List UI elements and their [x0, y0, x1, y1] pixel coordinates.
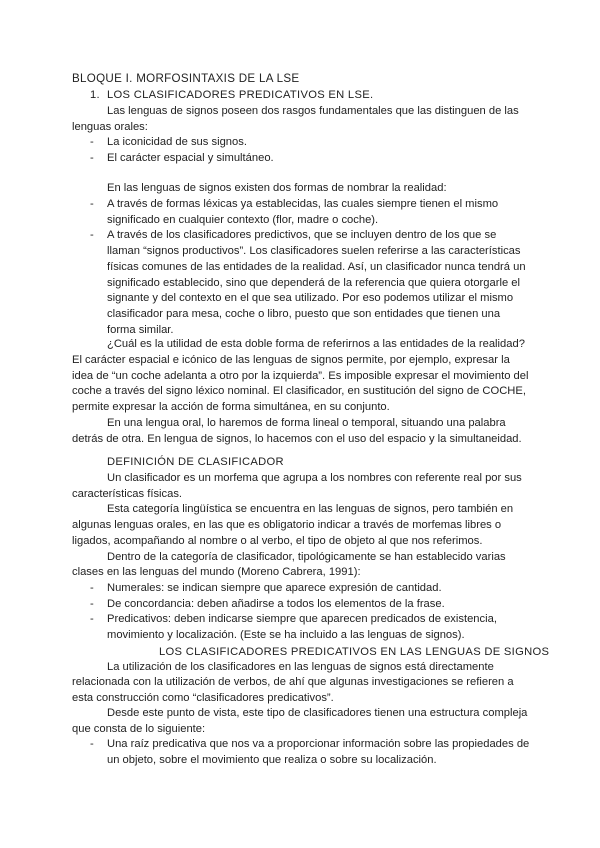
paragraph-line: ¿Cuál es la utilidad de esta doble forma de referirnos a las entidades de la realidad?	[107, 338, 525, 350]
paragraph-line: En las lenguas de signos existen dos formas de nombrar la realidad:	[107, 182, 447, 194]
bullet-dash: -	[90, 136, 94, 148]
list-item-line: Numerales: se indican siempre que aparece expresión de cantidad.	[107, 582, 442, 594]
paragraph-line: clases en las lenguas del mundo (Moreno Cabrera, 1991):	[72, 566, 361, 578]
bullet-dash: -	[90, 152, 94, 164]
paragraph-line: algunas lenguas orales, en las que es obligatorio indicar a través de morfemas libres o	[72, 519, 502, 531]
list-item-line: llaman “signos productivos”. Los clasificadores suelen referirse a las características	[107, 245, 521, 257]
bullet-dash: -	[90, 198, 94, 210]
section-3-heading: LOS CLASIFICADORES PREDICATIVOS EN LAS LENGUAS DE SIGNOS	[159, 646, 550, 658]
paragraph-line: Dentro de la categoría de clasificador, tipológicamente se han establecido varias	[107, 551, 506, 563]
paragraph-line: Un clasificador es un morfema que agrupa a los nombres con referente real por sus	[107, 472, 522, 484]
paragraph-line: relacionada con la utilización de verbos, de ahí que algunas investigaciones se refieren a	[72, 676, 514, 688]
paragraph-line: ligados, acompañando al nombre o al verbo, el tipo de objeto al que nos referimos.	[72, 535, 483, 547]
paragraph-line: que consta de lo siguiente:	[72, 723, 206, 735]
list-item-line: forma similar.	[107, 324, 174, 336]
paragraph-line: Esta categoría lingüística se encuentra en las lenguas de signos, pero también en	[107, 503, 514, 515]
paragraph-line: Las lenguas de signos poseen dos rasgos fundamentales que las distinguen de las	[107, 105, 519, 117]
section-1-number: 1.	[90, 89, 100, 101]
list-item-line: significado en cualquier contexto (flor, madre o coche).	[107, 214, 379, 226]
list-item-line: Una raíz predicativa que nos va a proporcionar información sobre las propiedades de	[107, 738, 530, 750]
paragraph-line: coche a través del signo léxico nominal. El clasificador, en sustitución del signo de COCHE,	[72, 385, 526, 397]
paragraph-line: En una lengua oral, lo haremos de forma lineal o temporal, situando una palabra	[107, 417, 506, 429]
section-1-heading: LOS CLASIFICADORES PREDICATIVOS EN LSE.	[107, 89, 374, 101]
list-item-line: A través de los clasificadores predictivos, que se incluyen dentro de los que se	[107, 229, 497, 241]
bullet-dash: -	[90, 613, 94, 625]
list-item-line: un objeto, sobre el movimiento que realiza o sobre su localización.	[107, 754, 437, 766]
paragraph-line: características físicas.	[72, 488, 183, 500]
paragraph-line: esta construcción como “clasificadores predicativos”.	[72, 692, 334, 704]
list-item-line: Predicativos: deben indicarse siempre que aparecen predicados de existencia,	[107, 613, 497, 625]
bullet-dash: -	[90, 229, 94, 241]
paragraph-line: permite expresar la acción de forma simultánea, en su conjunto.	[72, 401, 390, 413]
paragraph-line: La utilización de los clasificadores en las lenguas de signos está directamente	[107, 661, 494, 673]
list-item: El carácter espacial y simultáneo.	[107, 152, 274, 164]
list-item-line: De concordancia: deben añadirse a todos los elementos de la frase.	[107, 598, 445, 610]
list-item-line: movimiento y localización. (Este se ha incluido a las lenguas de signos).	[107, 629, 465, 641]
list-item-line: significado establecido, sino que dependerá de la referencia que quiera otorgarle el	[107, 277, 520, 289]
paragraph-line: idea de “un coche adelanta a otro por la izquierda”. Es imposible expresar el movimiento del	[72, 370, 529, 382]
document-title: BLOQUE I. MORFOSINTAXIS DE LA LSE	[72, 72, 300, 85]
paragraph-line: Desde este punto de vista, este tipo de clasificadores tienen una estructura compleja	[107, 707, 528, 719]
bullet-dash: -	[90, 598, 94, 610]
paragraph-line: lenguas orales:	[72, 121, 148, 133]
list-item-line: físicas comunes de las entidades de la realidad. Así, un clasificador nunca tendrá un	[107, 261, 526, 273]
list-item-line: A través de formas léxicas ya establecidas, las cuales siempre tienen el mismo	[107, 198, 499, 210]
list-item-line: signante y del contexto en el que sea utilizado. Por eso podemos utilizar el mismo	[107, 292, 514, 304]
bullet-dash: -	[90, 582, 94, 594]
list-item: La iconicidad de sus signos.	[107, 136, 247, 148]
list-item-line: clasificador para mesa, coche o libro, puesto que son entidades que tienen una	[107, 308, 501, 320]
bullet-dash: -	[90, 738, 94, 750]
paragraph-line: detrás de otra. En lengua de signos, lo hacemos con el uso del espacio y la simultaneidad.	[72, 433, 522, 445]
paragraph-line: El carácter espacial e icónico de las lenguas de signos permite, por ejemplo, expresar la	[72, 354, 510, 366]
section-2-heading: DEFINICIÓN DE CLASIFICADOR	[107, 456, 284, 468]
